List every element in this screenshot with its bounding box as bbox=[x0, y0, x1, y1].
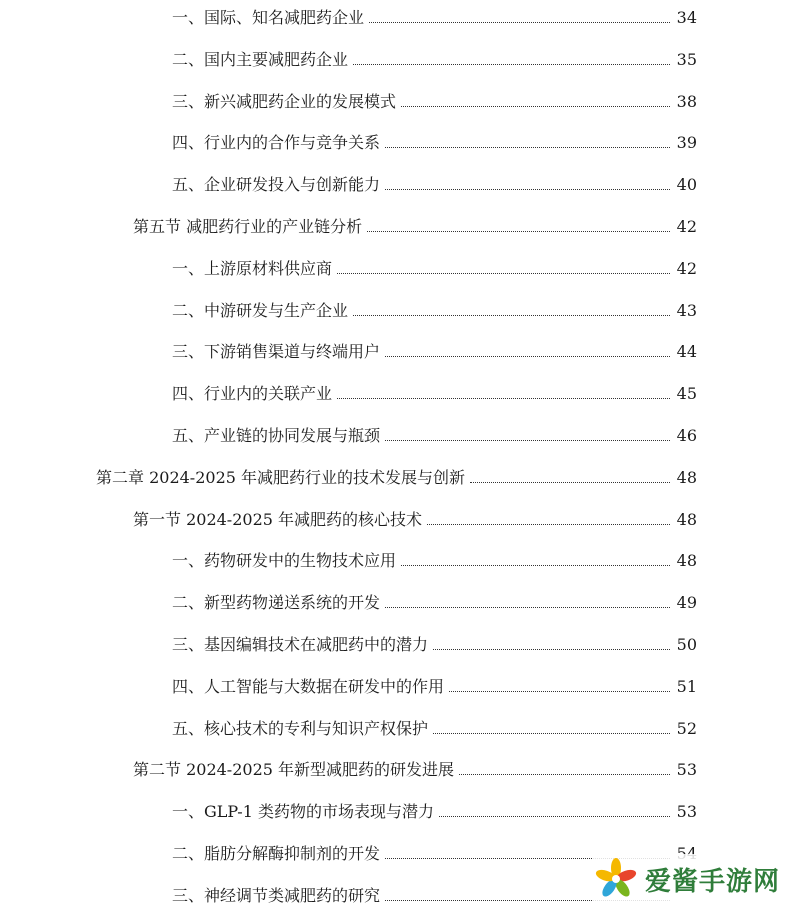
toc-entry-page: 38 bbox=[676, 91, 697, 111]
toc-entry-page: 46 bbox=[676, 426, 697, 445]
toc-leader-dots bbox=[449, 690, 670, 692]
toc-entry-page: 48 bbox=[676, 509, 697, 529]
toc-entry bbox=[172, 255, 697, 279]
toc-entry bbox=[172, 673, 697, 697]
toc-leader-dots bbox=[353, 314, 670, 316]
toc-entry-page: 44 bbox=[676, 342, 697, 362]
toc-entry-title: 第二章 2024-2025 年减肥药行业的技术发展与创新 bbox=[96, 467, 466, 487]
toc-entry-page: 42 bbox=[676, 217, 697, 236]
toc-entry-title: 三、下游销售渠道与终端用户 bbox=[172, 342, 381, 362]
toc-entry-page: 34 bbox=[676, 8, 697, 27]
toc-entry bbox=[172, 46, 697, 70]
toc-entry-title: 二、中游研发与生产企业 bbox=[172, 300, 349, 320]
toc-leader-dots bbox=[337, 397, 670, 399]
toc-entry-page: 49 bbox=[676, 593, 697, 613]
toc-entry-title: 五、核心技术的专利与知识产权保护 bbox=[172, 718, 429, 738]
toc-entry bbox=[172, 338, 697, 362]
toc-entry-title: 一、上游原材料供应商 bbox=[172, 258, 333, 278]
toc-entry-title: 三、基因编辑技术在减肥药中的潜力 bbox=[172, 635, 429, 654]
toc-leader-dots bbox=[385, 188, 670, 190]
toc-entry bbox=[172, 88, 697, 112]
toc-entry bbox=[172, 589, 697, 613]
toc-chapter-entry bbox=[96, 464, 697, 488]
toc-leader-dots bbox=[401, 564, 670, 566]
toc-leader-dots bbox=[353, 63, 670, 65]
toc-entry-page: 53 bbox=[676, 802, 697, 822]
toc-entry-page: 42 bbox=[676, 258, 697, 278]
watermark-text: 爱酱手游网 bbox=[645, 866, 781, 897]
toc-section-entry bbox=[133, 506, 697, 530]
toc-entry-page: 48 bbox=[676, 467, 697, 487]
toc-entry-title: 三、神经调节类减肥药的研究 bbox=[172, 885, 381, 905]
toc-leader-dots bbox=[433, 648, 670, 650]
toc-leader-dots bbox=[433, 732, 670, 734]
toc-leader-dots bbox=[470, 481, 670, 483]
toc-entry-title: 四、行业内的关联产业 bbox=[172, 384, 333, 404]
toc-entry-page: 53 bbox=[676, 760, 697, 780]
watermark bbox=[593, 854, 783, 904]
toc-leader-dots bbox=[385, 439, 670, 441]
toc-entry-title: 三、新兴减肥药企业的发展模式 bbox=[172, 91, 397, 111]
toc-leader-dots bbox=[369, 21, 670, 23]
toc-entry bbox=[172, 4, 697, 28]
toc-entry-page: 43 bbox=[676, 300, 697, 320]
toc-entry-title: 第一节 2024-2025 年减肥药的核心技术 bbox=[133, 509, 423, 529]
toc-entry-page: 45 bbox=[676, 384, 697, 404]
toc-entry-page: 40 bbox=[676, 175, 697, 195]
toc-entry-title: 二、新型药物递送系统的开发 bbox=[172, 593, 381, 613]
toc-entry-page: 35 bbox=[676, 49, 697, 69]
toc-entry-title: 五、产业链的协同发展与瓶颈 bbox=[172, 426, 381, 445]
toc-entry-title: 一、GLP-1 类药物的市场表现与潜力 bbox=[172, 802, 434, 822]
toc-entry bbox=[172, 380, 697, 404]
toc-entry bbox=[172, 547, 697, 571]
toc-entry bbox=[172, 631, 697, 655]
toc-entry-page: 50 bbox=[676, 635, 697, 654]
toc-entry bbox=[172, 129, 697, 153]
toc-leader-dots bbox=[401, 105, 670, 107]
toc-entry-title: 一、药物研发中的生物技术应用 bbox=[172, 551, 397, 571]
toc-entry bbox=[172, 715, 697, 739]
toc-leader-dots bbox=[459, 773, 670, 775]
toc-leader-dots bbox=[385, 146, 670, 148]
toc-entry-title: 一、国际、知名减肥药企业 bbox=[172, 8, 365, 27]
toc-entry bbox=[172, 422, 697, 446]
toc-leader-dots bbox=[439, 815, 670, 817]
toc-leader-dots bbox=[385, 606, 670, 608]
toc-entry-title: 第二节 2024-2025 年新型减肥药的研发进展 bbox=[133, 760, 455, 780]
toc-entry-title: 四、行业内的合作与竞争关系 bbox=[172, 133, 381, 153]
toc-entry-page: 48 bbox=[676, 551, 697, 571]
toc-entry-title: 二、脂肪分解酶抑制剂的开发 bbox=[172, 844, 381, 863]
toc-leader-dots bbox=[427, 523, 670, 525]
toc-entry-page: 52 bbox=[676, 718, 697, 738]
toc-entry-title: 四、人工智能与大数据在研发中的作用 bbox=[172, 676, 445, 696]
toc-leader-dots bbox=[367, 230, 670, 232]
toc-entry bbox=[172, 171, 697, 195]
toc-leader-dots bbox=[385, 355, 670, 357]
toc-section-entry bbox=[133, 756, 697, 780]
toc-entry-page: 39 bbox=[676, 133, 697, 153]
toc-entry bbox=[172, 798, 697, 822]
toc-section-entry bbox=[133, 213, 697, 237]
toc-entry-page: 51 bbox=[676, 676, 697, 696]
toc-entry bbox=[172, 297, 697, 321]
toc-entry-title: 二、国内主要减肥药企业 bbox=[172, 49, 349, 69]
toc-entry-title: 第五节 减肥药行业的产业链分析 bbox=[133, 217, 363, 236]
toc-leader-dots bbox=[337, 272, 670, 274]
toc-entry-title: 五、企业研发投入与创新能力 bbox=[172, 175, 381, 195]
pinwheel-logo-icon bbox=[593, 856, 639, 902]
